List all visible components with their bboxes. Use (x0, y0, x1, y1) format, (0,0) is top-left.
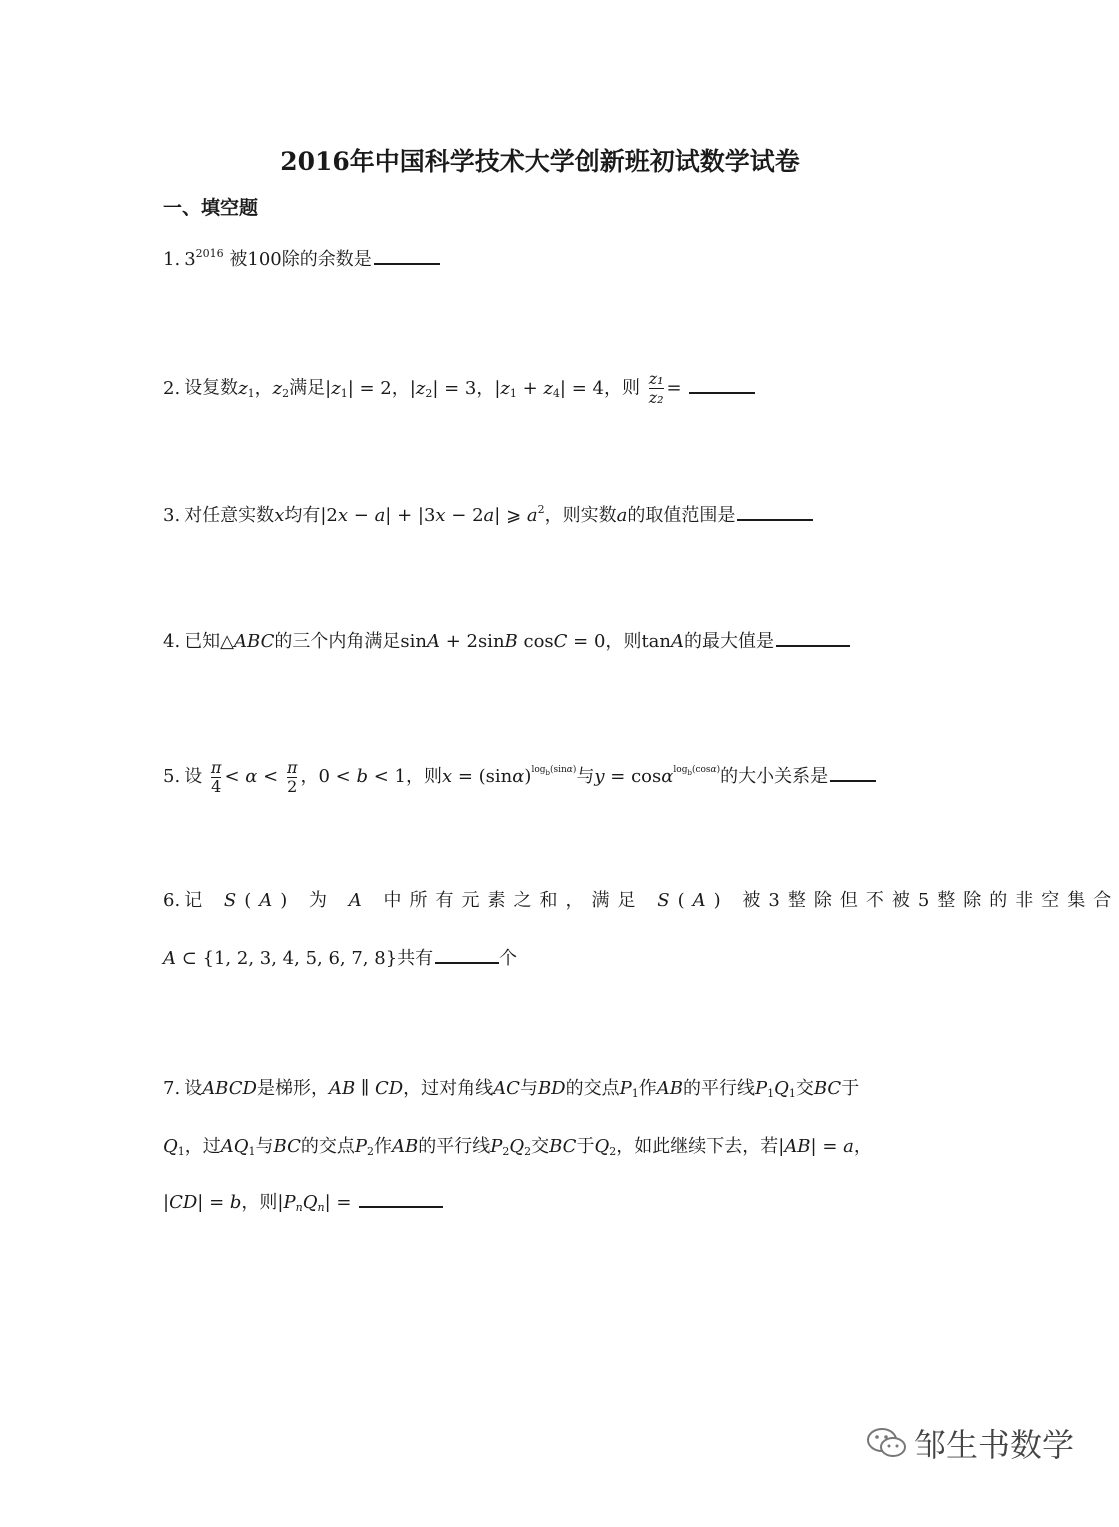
question-text: 为 (309, 890, 336, 911)
question-text: 对任意实数 (184, 505, 275, 526)
question-3: 3. 对任意实数x均有|2x − a| + |3x − 2a| ⩾ $a^2$，则实数a的取值范围是 (163, 498, 813, 528)
question-text: 过 (202, 1136, 221, 1157)
watermark-text: 邹生书数学 (914, 1426, 1075, 1464)
math-expr: tanA (641, 631, 684, 652)
question-7-line-1: 7. 设ABCD是梯形，AB ∥ CD，过对角线AC与BD的交点$P_1$作AB的平行线$P_1Q_1$交BC于 (163, 1078, 860, 1100)
fraction: π 4 (210, 757, 222, 796)
question-text: 的平行线 (418, 1136, 491, 1157)
question-text: 交 (795, 1078, 814, 1099)
fraction: π 2 (286, 757, 298, 796)
question-text: 的三个内角满足 (274, 631, 401, 652)
question-text: 作 (374, 1136, 392, 1157)
question-text: 已知△ (184, 631, 235, 652)
answer-blank[interactable] (830, 764, 876, 782)
math-expr: sinA + 2sinB cosC = 0， (400, 631, 624, 652)
question-text: 的取值范围是 (627, 505, 736, 526)
question-text: 是梯形， (256, 1078, 329, 1099)
question-text: 与 (519, 1078, 538, 1099)
question-text: 记 (184, 890, 211, 911)
power-base: 3 (184, 249, 196, 270)
question-text: 设 (184, 1078, 203, 1099)
question-text: 设复数 (184, 377, 239, 399)
answer-blank[interactable] (737, 503, 813, 521)
answer-blank[interactable] (359, 1190, 443, 1208)
question-text: 则 (621, 377, 640, 399)
answer-blank[interactable] (689, 376, 755, 394)
question-number: 4. (163, 631, 181, 652)
math-expr: $z_1$，$z_2$ (238, 377, 290, 400)
question-text: 则 (623, 631, 642, 652)
question-text: 均有 (284, 505, 321, 526)
question-text: 如此继续下去，若 (634, 1136, 779, 1157)
question-text: 于 (841, 1078, 860, 1099)
question-1 (163, 242, 440, 272)
answer-blank[interactable] (776, 629, 850, 647)
question-2: 2. 设复数$z_1$，$z_2$满足$|z_1| = 2$，$|z_2| = 3$，$|z_1 + z_4| = 4$，则 $\frac{\text{z₁}}{\text{z₂}}$ = (163, 370, 755, 407)
question-text: 共有 (397, 948, 434, 969)
question-number: 6. (163, 890, 181, 911)
question-text: 与 (255, 1136, 274, 1157)
question-text: 于 (576, 1136, 595, 1157)
question-text: 则 (423, 766, 442, 787)
question-6-line-2: A ⊂ {1, 2, 3, 4, 5, 6, 7, 8}共有 个 (163, 948, 518, 969)
question-4: 4. 已知△ABC的三个内角满足sinA + 2sinB cosC = 0，则tanA的最大值是 (163, 629, 850, 654)
question-6-line-1: 6. 记 S(A) 为 A 中所有元素之和，满足 S(A) 被3整除但不被5整除的非空集合 (163, 890, 1119, 911)
question-text: 的大小关系是 (720, 766, 829, 787)
question-7-line-2: $Q_1$，过$AQ_1$与BC的交点$P_2$作AB的平行线$P_2Q_2$交BC于$Q_2$，如此继续下去，若|AB| = a， (163, 1136, 872, 1158)
question-number: 2. (163, 377, 181, 399)
math-expr: $|z_1| = 2$，$|z_2| = 3$，$|z_1 + z_4| = 4$， (325, 377, 622, 400)
question-text: 被100除的余数是 (229, 249, 372, 270)
answer-blank[interactable] (435, 946, 499, 964)
answer-blank[interactable] (374, 247, 440, 265)
page-title: 2016年中国科学技术大学创新班初试数学试卷 (280, 147, 800, 176)
fraction: $\frac{\text{z₁}}{\text{z₂}}$ (648, 369, 664, 407)
question-text: 的交点 (300, 1136, 355, 1157)
question-text: 满足 (289, 377, 326, 399)
question-number: 1. (163, 249, 181, 270)
question-text: 被3整除但不被5整除的非空集合 (742, 890, 1119, 911)
question-text: 过对角线 (421, 1078, 494, 1099)
power-exponent: 2016 (195, 247, 224, 260)
question-7-line-3: |CD| = b，则$|P_nQ_n|$ = (163, 1190, 443, 1220)
question-text: 的交点 (565, 1078, 620, 1099)
question-text: 设 (184, 766, 203, 787)
wechat-icon (866, 1426, 908, 1460)
math-expr: |2x − a| + |3x − 2a| ⩾ $a^2$， (320, 503, 563, 526)
question-text: 则 (259, 1192, 278, 1213)
question-text: 的最大值是 (684, 631, 774, 652)
question-5: 5. 设 π 4 < α < π 2 ，0 < b < 1，则$x = (\sin\alpha)^{log_b(sin\alpha)}$与y = cosα$^{log_b(cos\alpha)}$的大小关系是 (163, 758, 876, 796)
question-text: 的平行线 (682, 1078, 755, 1099)
question-text: 与 (576, 766, 595, 787)
question-number: 3. (163, 505, 181, 526)
math-set: {1, 2, 3, 4, 5, 6, 7, 8} (202, 948, 398, 969)
question-number: 7. (163, 1078, 181, 1099)
question-text: 则实数 (562, 505, 617, 526)
section-heading: 一、填空题 (163, 197, 259, 219)
question-text: 作 (638, 1078, 657, 1099)
watermark (866, 1420, 1074, 1466)
question-text: 中所有元素之和，满足 (383, 890, 644, 911)
question-text: 个 (499, 948, 518, 969)
question-number: 5. (163, 766, 181, 787)
question-text: 交 (531, 1136, 550, 1157)
math-expr: y = cosα$^{log_b(cos\alpha)}$ (594, 765, 721, 787)
math-expr: $x = (\sin\alpha)^{log_b(sin\alpha)}$ (441, 765, 577, 787)
